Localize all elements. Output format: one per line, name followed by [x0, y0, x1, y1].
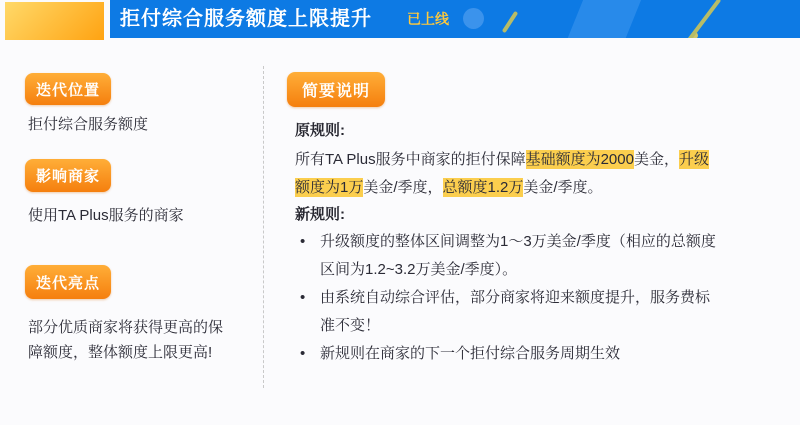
vertical-dashed-divider — [263, 66, 264, 388]
bullet-icon: • — [300, 289, 306, 306]
page-title: 拒付综合服务额度上限提升 — [120, 8, 372, 30]
bullet-item-line: 升级额度的整体区间调整为1～3万美金/季度（相应的总额度 — [320, 233, 716, 250]
sidebar-item-label: 迭代亮点 — [35, 274, 100, 292]
header-bar — [110, 0, 800, 38]
sidebar-item-description — [28, 112, 148, 137]
header-orange-accent-block — [5, 2, 104, 40]
description-line: 拒付综合服务额度 — [28, 116, 149, 133]
text-segment: 美金/季度。 — [523, 179, 603, 196]
sidebar-item-label: 影响商家 — [35, 168, 100, 185]
highlighted-text-segment: 总额度1.2万 — [442, 179, 524, 196]
new-rule-heading: 新规则: — [295, 206, 345, 223]
text-segment: 美金， — [633, 151, 679, 168]
sidebar-item-iteration-highlights — [25, 265, 111, 299]
description-line: 障额度，整体额度上限更高! — [28, 344, 213, 361]
status-badge: 已上线 — [407, 11, 449, 27]
sidebar-item-description — [28, 203, 184, 228]
original-rule-line — [295, 176, 603, 200]
sidebar-item-affected-merchants — [25, 159, 111, 192]
section-header-label: 简要说明 — [301, 83, 370, 100]
bullet-icon: • — [300, 345, 306, 362]
original-rule-heading: 原规则: — [295, 122, 345, 139]
text-segment: 美金/季度， — [363, 179, 443, 196]
light-band-decoration — [565, 0, 642, 38]
slash-decoration-icon — [502, 11, 518, 33]
original-rule-line — [295, 148, 709, 172]
description-line: 部分优质商家将获得更高的保 — [28, 319, 224, 336]
bullet-icon: • — [300, 233, 306, 250]
bullet-item-line: 区间为1.2~3.2万美金/季度）。 — [320, 261, 518, 278]
bullet-item-line: 准不变！ — [320, 317, 381, 334]
sidebar-item-iteration-location — [25, 73, 111, 105]
bullet-item-line: 新规则在商家的下一个拒付综合服务周期生效 — [320, 345, 621, 362]
sidebar-item-description — [28, 315, 223, 365]
sidebar-item-label: 迭代位置 — [35, 81, 100, 99]
slash-decoration-icon — [687, 0, 721, 38]
circle-decoration-icon — [463, 8, 484, 29]
highlighted-text-segment: 额度为1万 — [295, 179, 364, 196]
bullet-item-line: 由系统自动综合评估，部分商家将迎来额度提升，服务费标 — [320, 289, 711, 306]
description-line: 使用TA Plus服务的商家 — [28, 207, 184, 224]
section-header-brief-description — [287, 72, 385, 107]
text-segment: 所有TA Plus服务中商家的拒付保障 — [295, 151, 526, 168]
highlighted-text-segment: 升级 — [678, 151, 709, 168]
highlighted-text-segment: 基础额度为2000 — [525, 151, 634, 168]
